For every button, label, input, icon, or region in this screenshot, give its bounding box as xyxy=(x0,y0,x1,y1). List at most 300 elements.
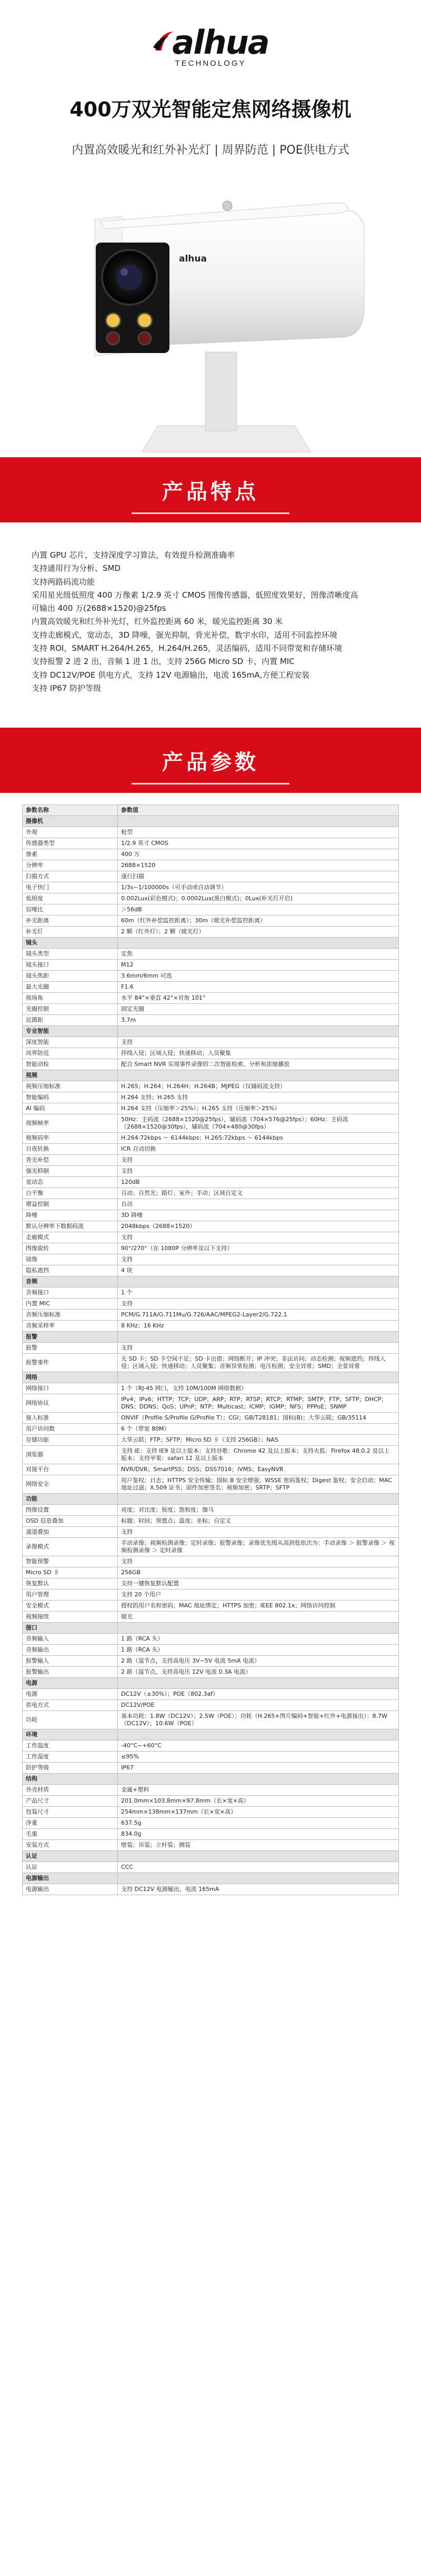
spec-value: ≤95% xyxy=(118,1752,399,1763)
spec-value: DC12V（±30%）；POE（802.3af） xyxy=(118,1689,399,1700)
spec-value: 637.5g xyxy=(118,1818,399,1829)
spec-value: ＞56dB xyxy=(118,904,399,915)
spec-key: AI 编码 xyxy=(23,1103,118,1114)
spec-value: 支持 20 个用户 xyxy=(118,1589,399,1601)
spec-value: 授权的用户名和密码；MAC 地址绑定；HTTPS 加密；IEEE 802.1x；网络访问控制 xyxy=(118,1601,399,1612)
logo-tagline: TECHNOLOGY xyxy=(175,59,246,68)
spec-value: H.264 支持；H.265 支持 xyxy=(118,1092,399,1103)
spec-key: 日夜转换 xyxy=(23,1144,118,1155)
spec-section-row xyxy=(23,1494,399,1505)
spec-row xyxy=(23,1656,399,1667)
features-section-banner xyxy=(0,457,421,522)
spec-key: 功能 xyxy=(23,1494,118,1505)
spec-value xyxy=(118,1851,399,1862)
spec-value: 壁装；吊装；立杆装；侧装 xyxy=(118,1840,399,1851)
spec-value: 400 万 xyxy=(118,849,399,860)
spec-row xyxy=(23,1383,399,1394)
spec-row xyxy=(23,860,399,871)
spec-key: 音频输出 xyxy=(23,1645,118,1656)
spec-value: ONVIF（Profile S/Profile G/Profile T）；CGI；GB/T28181；国标(B)；大华云联；GB/35114 xyxy=(118,1413,399,1424)
spec-key: 通道叠加 xyxy=(23,1527,118,1538)
spec-key: 摄像机 xyxy=(23,816,118,827)
spec-row xyxy=(23,893,399,904)
spec-value: 2688×1520 xyxy=(118,860,399,871)
spec-row xyxy=(23,1446,399,1464)
spec-row xyxy=(23,1527,399,1538)
spec-key: 白平衡 xyxy=(23,1188,118,1199)
spec-key: 深度智能 xyxy=(23,1037,118,1048)
spec-row xyxy=(23,1700,399,1711)
spec-key: 用户访问数 xyxy=(23,1424,118,1435)
spec-value: 枪型 xyxy=(118,827,399,838)
feature-item: 采用星光级低照度 400 万像素 1/2.9 英寸 CMOS 图像传感器，低照度效果好，图像清晰度高 xyxy=(32,590,358,600)
spec-value: 支持 xyxy=(118,1166,399,1177)
spec-row xyxy=(23,982,399,993)
spec-row xyxy=(23,827,399,838)
spec-row xyxy=(23,1354,399,1372)
spec-section-row xyxy=(23,938,399,949)
spec-row xyxy=(23,1015,399,1026)
spec-key: 存储功能 xyxy=(23,1435,118,1446)
spec-row xyxy=(23,1475,399,1494)
spec-row xyxy=(23,1645,399,1656)
spec-value: 暖光 xyxy=(118,1612,399,1623)
spec-value xyxy=(118,816,399,827)
params-section-banner xyxy=(0,728,421,793)
spec-row xyxy=(23,1287,399,1299)
spec-value: 3.7m xyxy=(118,1015,399,1026)
feature-item: 支持 IP67 防护等级 xyxy=(32,683,102,693)
spec-value: 亮度；对比度；锐度；饱和度；伽马 xyxy=(118,1505,399,1516)
spec-key: 电源 xyxy=(23,1678,118,1689)
spec-value: ICR 自动切换 xyxy=(118,1144,399,1155)
spec-key: 镜头 xyxy=(23,938,118,949)
spec-value xyxy=(118,1774,399,1785)
spec-value: 3D 降噪 xyxy=(118,1210,399,1221)
spec-value: 支持 xyxy=(118,1299,399,1310)
spec-row xyxy=(23,1413,399,1424)
spec-key: 网络协议 xyxy=(23,1394,118,1413)
spec-key: 补光距离 xyxy=(23,915,118,927)
spec-table xyxy=(22,804,399,1895)
spec-row xyxy=(23,904,399,915)
feature-item: 支持 ROI，SMART H.264/H.265，H.264/H.265，灵活编码，适用不同带宽和存储环境 xyxy=(32,643,343,653)
spec-key: 网络安全 xyxy=(23,1475,118,1494)
spec-key: 音频输入 xyxy=(23,1634,118,1645)
spec-row xyxy=(23,1435,399,1446)
spec-key: 智能预警 xyxy=(23,1556,118,1567)
spec-row xyxy=(23,1103,399,1114)
spec-value: 1/2.9 英寸 CMOS xyxy=(118,838,399,849)
spec-row xyxy=(23,1221,399,1232)
spec-row xyxy=(23,1578,399,1589)
spec-key: 背光补偿 xyxy=(23,1155,118,1166)
spec-row xyxy=(23,1464,399,1475)
spec-section-row xyxy=(23,1678,399,1689)
spec-key: 镜像 xyxy=(23,1254,118,1265)
spec-row xyxy=(23,960,399,971)
spec-key: 认证 xyxy=(23,1862,118,1873)
spec-row xyxy=(23,1556,399,1567)
spec-value: 自动 xyxy=(118,1199,399,1210)
spec-key: 安装方式 xyxy=(23,1840,118,1851)
spec-row xyxy=(23,1243,399,1254)
spec-value: 2048kbps（2688×1520） xyxy=(118,1221,399,1232)
spec-key: 图像旋转 xyxy=(23,1243,118,1254)
spec-row xyxy=(23,1884,399,1895)
spec-row xyxy=(23,1612,399,1623)
spec-value: NVR/DVR；SmartPSS；DSS；DSS7016；iVMS；EasyNVR xyxy=(118,1464,399,1475)
spec-key: 报警 xyxy=(23,1332,118,1343)
spec-row xyxy=(23,1155,399,1166)
spec-row xyxy=(23,871,399,882)
feature-item: 内置 GPU 芯片，支持深度学习算法，有效提升检测准确率 xyxy=(32,550,235,560)
spec-key: 视频接续 xyxy=(23,1612,118,1623)
spec-value: -40°C~+60°C xyxy=(118,1740,399,1752)
spec-value: 大华云联；FTP；SFTP；Micro SD 卡（支持 256GB）；NAS xyxy=(118,1435,399,1446)
feature-item: 支持通用行为分析、SMD xyxy=(32,564,121,573)
logo-wordmark: alhua xyxy=(0,26,421,59)
spec-key: 净重 xyxy=(23,1818,118,1829)
spec-value xyxy=(118,1026,399,1037)
spec-key: 镜头类型 xyxy=(23,949,118,960)
spec-key: 网络 xyxy=(23,1372,118,1383)
spec-row xyxy=(23,1667,399,1678)
spec-key: 网络接口 xyxy=(23,1383,118,1394)
spec-row xyxy=(23,1299,399,1310)
spec-value xyxy=(118,1276,399,1287)
spec-section-row xyxy=(23,1372,399,1383)
spec-key: 内置 MIC xyxy=(23,1299,118,1310)
spec-value: 用户鉴权；日志；HTTPS 安全传输；国标 B 安全增强；WSSE 密码鉴权；Digest 鉴权；安全启动；MAC 地址过滤；X.509 证书；固件加密签名；视频加密；SRTP；SFTP xyxy=(118,1475,399,1494)
spec-row xyxy=(23,1310,399,1321)
feature-item: 可输出 400 万(2688×1520)@25fps xyxy=(32,603,166,613)
spec-key: 结构 xyxy=(23,1774,118,1785)
spec-value: 定焦 xyxy=(118,949,399,960)
spec-row xyxy=(23,1092,399,1103)
banner-underline xyxy=(0,783,421,784)
spec-value: 3.6mm/6mm 可选 xyxy=(118,971,399,982)
spec-key: 智能动检 xyxy=(23,1059,118,1070)
spec-key: 产品尺寸 xyxy=(23,1796,118,1807)
spec-key: 传感器类型 xyxy=(23,838,118,849)
spec-row xyxy=(23,1689,399,1700)
spec-row xyxy=(23,1796,399,1807)
spec-row xyxy=(23,993,399,1004)
spec-key: OSD 信息叠加 xyxy=(23,1516,118,1527)
spec-value: 120dB xyxy=(118,1177,399,1188)
spec-row xyxy=(23,1763,399,1774)
spec-key: 报警输入 xyxy=(23,1656,118,1667)
feature-item: 支持 DC12V/POE 供电方式，支持 12V 电源输出，电流 165mA,方便工程安装 xyxy=(32,670,310,680)
spec-key: 接口 xyxy=(23,1623,118,1634)
spec-value: 90°/270°（在 1080P 分辨率及以下支持） xyxy=(118,1243,399,1254)
spec-section-row xyxy=(23,1026,399,1037)
spec-value: 支持 xyxy=(118,1254,399,1265)
spec-key: 强光抑制 xyxy=(23,1166,118,1177)
spec-row xyxy=(23,1862,399,1873)
spec-value: 0.002Lux(彩色模式)；0.0002Lux(黑白模式)；0Lux(补光灯开启) xyxy=(118,893,399,904)
spec-row xyxy=(23,1321,399,1332)
spec-value: 2 颗（红外灯）；2 颗（暖光灯） xyxy=(118,927,399,938)
spec-value: M12 xyxy=(118,960,399,971)
spec-key: 报警输出 xyxy=(23,1667,118,1678)
spec-row xyxy=(23,1081,399,1092)
spec-value: 2 路（湿节点，支持高电压 12V 电流 0.3A 电流） xyxy=(118,1667,399,1678)
spec-key: 认证 xyxy=(23,1851,118,1862)
spec-key: 环境 xyxy=(23,1729,118,1740)
spec-value: 手动录像；视频检测录像；定时录像；报警录像；录像优先级从高到低依次为：手动录像 ＞ 报警录像 ＞ 视频检测录像 ＞ 定时录像 xyxy=(118,1538,399,1556)
banner-underline xyxy=(0,512,421,514)
spec-section-row xyxy=(23,1070,399,1081)
spec-key: 宽动态 xyxy=(23,1177,118,1188)
spec-row xyxy=(23,927,399,938)
spec-row xyxy=(23,915,399,927)
spec-value xyxy=(118,1070,399,1081)
spec-value: PCM/G.711A/G.711Mu/G.726/AAC/MPEG2-Layer2/G.722.1 xyxy=(118,1310,399,1321)
spec-key: 防护等级 xyxy=(23,1763,118,1774)
spec-key: 用户管理 xyxy=(23,1589,118,1601)
spec-section-row xyxy=(23,1774,399,1785)
spec-key: 毛重 xyxy=(23,1829,118,1840)
spec-row xyxy=(23,1785,399,1796)
spec-row xyxy=(23,1538,399,1556)
spec-value: H.264 支持（压缩率＞25%）；H.265 支持（压缩率＞25%） xyxy=(118,1103,399,1114)
spec-row xyxy=(23,882,399,893)
spec-row xyxy=(23,949,399,960)
spec-row xyxy=(23,1210,399,1221)
spec-header-cell: 参数名称 xyxy=(23,805,118,816)
spec-row xyxy=(23,1133,399,1144)
spec-row xyxy=(23,1166,399,1177)
spec-key: 音频接口 xyxy=(23,1287,118,1299)
spec-key: 默认分辨率下数据码流 xyxy=(23,1221,118,1232)
spec-key: 图像设置 xyxy=(23,1505,118,1516)
spec-value: 逐行扫描 xyxy=(118,871,399,882)
spec-row xyxy=(23,1634,399,1645)
spec-section-row xyxy=(23,1729,399,1740)
spec-key: 视频 xyxy=(23,1070,118,1081)
spec-row xyxy=(23,1144,399,1155)
spec-row xyxy=(23,1254,399,1265)
spec-value: 基本功耗：1.8W（DC12V）；2.5W（POE）；功耗（H.265+图片编码+智能+红外+电源接出）：8.7W（DC12V）；10.6W（POE） xyxy=(118,1711,399,1729)
spec-key: 安全模式 xyxy=(23,1601,118,1612)
spec-key: 电源 xyxy=(23,1689,118,1700)
spec-value: 1 个 xyxy=(118,1287,399,1299)
spec-key: 音频 xyxy=(23,1276,118,1287)
spec-key: 视频帧率 xyxy=(23,1114,118,1133)
spec-key: 报警事件 xyxy=(23,1354,118,1372)
spec-value: 1/3s~1/100000s（可手动或自动调节） xyxy=(118,882,399,893)
spec-row xyxy=(23,1829,399,1840)
spec-row xyxy=(23,1711,399,1729)
spec-value: 1 路（RCA 头） xyxy=(118,1634,399,1645)
spec-row xyxy=(23,971,399,982)
spec-row xyxy=(23,1059,399,1070)
spec-key: 增益控制 xyxy=(23,1199,118,1210)
spec-row xyxy=(23,1840,399,1851)
spec-row xyxy=(23,1188,399,1199)
spec-section-row xyxy=(23,1851,399,1862)
spec-key: 隐私遮挡 xyxy=(23,1265,118,1276)
spec-key: 视场角 xyxy=(23,993,118,1004)
spec-key: 扫描方式 xyxy=(23,871,118,882)
spec-value: 无 SD 卡；SD 卡空间不足；SD 卡出错；网络断开；IP 冲突；非法访问；动态检测；视频遮挡；拌线入侵；区域入侵；快速移动；人员聚集；音频异常检测；电压检测；安全异常；SMD；全景异常 xyxy=(118,1354,399,1372)
spec-key: 补光灯 xyxy=(23,927,118,938)
spec-value: IPv4；IPv6；HTTP；TCP；UDP；ARP；RTP；RTSP；RTCP；RTMP；SMTP；FTP；SFTP；DHCP；DNS；DDNS；QoS；UPnP；NTP；Multicast；ICMP；IGMP；NFS；PPPoE；SNMP xyxy=(118,1394,399,1413)
spec-key: 走廊模式 xyxy=(23,1232,118,1243)
spec-value: 拌线入侵；区域入侵；快速移动；人员聚集 xyxy=(118,1048,399,1059)
spec-key: 恢复默认 xyxy=(23,1578,118,1589)
spec-value: 自动；自然光；路灯；室外；手动；区域自定义 xyxy=(118,1188,399,1199)
brand-logo xyxy=(0,0,421,68)
spec-value: H.265；H.264；H.264H；H.264B；MJPEG（仅辅码流支持） xyxy=(118,1081,399,1092)
spec-section-row xyxy=(23,816,399,827)
feature-item: 支持两路码流功能 xyxy=(32,577,95,587)
features-list xyxy=(0,522,421,728)
spec-value: 60m（红外补偿监控距离）；30m（暖光补偿监控距离） xyxy=(118,915,399,927)
spec-key: 镜头接口 xyxy=(23,960,118,971)
spec-key: 录像模式 xyxy=(23,1538,118,1556)
spec-value: 201.0mm×103.8mm×97.8mm（长×宽×高） xyxy=(118,1796,399,1807)
spec-key: 音频采样率 xyxy=(23,1321,118,1332)
spec-row xyxy=(23,1807,399,1818)
spec-value: 支持 xyxy=(118,1527,399,1538)
spec-key: 浏览器 xyxy=(23,1446,118,1464)
spec-row xyxy=(23,1752,399,1763)
bullet-camera-illustration xyxy=(0,178,421,457)
spec-key: 工作温度 xyxy=(23,1740,118,1752)
spec-value: 4 块 xyxy=(118,1265,399,1276)
spec-key: 音频压缩标准 xyxy=(23,1310,118,1321)
spec-row xyxy=(23,1740,399,1752)
spec-section-row xyxy=(23,1332,399,1343)
spec-value xyxy=(118,938,399,949)
spec-value: 支持 xyxy=(118,1343,399,1354)
spec-row xyxy=(23,1505,399,1516)
spec-value: 支持 DC12V 电源输出，电流 165mA xyxy=(118,1884,399,1895)
spec-value: 标题；时间；预置点；温度；坐标；自定义 xyxy=(118,1516,399,1527)
spec-row xyxy=(23,1199,399,1210)
spec-key: 智能编码 xyxy=(23,1092,118,1103)
spec-key: 电源输出 xyxy=(23,1873,118,1884)
spec-value xyxy=(118,1494,399,1505)
spec-key: 外壳材质 xyxy=(23,1785,118,1796)
spec-value: 834.0g xyxy=(118,1829,399,1840)
camera-brand-label: alhua xyxy=(179,254,207,264)
spec-key: 光圈控制 xyxy=(23,1004,118,1015)
spec-section-row xyxy=(23,1276,399,1287)
spec-key: 镜头焦距 xyxy=(23,971,118,982)
spec-row xyxy=(23,1048,399,1059)
spec-row xyxy=(23,1818,399,1829)
spec-section-row xyxy=(23,1623,399,1634)
spec-value xyxy=(118,1729,399,1740)
spec-value: 1 个（RJ-45 网口，支持 10M/100M 网络数据） xyxy=(118,1383,399,1394)
spec-key: 电子快门 xyxy=(23,882,118,893)
spec-value: H.264:72kbps ～ 6144kbps；H.265:72kbps ～ 6144kbps xyxy=(118,1133,399,1144)
spec-value xyxy=(118,1623,399,1634)
product-title: 400万双光智能定焦网络摄像机 xyxy=(69,98,352,121)
spec-key: 功耗 xyxy=(23,1711,118,1729)
spec-value: 支持 IE：支持 IE9 及以上版本；支持谷歌：Chrome 42 及以上版本；支持火狐：Firefox 48.0.2 及以上版本；支持苹果：safari 12 及以上版本 xyxy=(118,1446,399,1464)
spec-value: 6 个（带宽 80M） xyxy=(118,1424,399,1435)
spec-value: CCC xyxy=(118,1862,399,1873)
spec-value: 配合 Smart NVR 实现事件录像的二次智能检索、分析和浓缩播放 xyxy=(118,1059,399,1070)
spec-row xyxy=(23,1589,399,1601)
spec-key: 降噪 xyxy=(23,1210,118,1221)
features-section-title: 产品特点 xyxy=(162,479,259,504)
spec-key: 像素 xyxy=(23,849,118,860)
spec-value xyxy=(118,1873,399,1884)
spec-value: 50Hz：主码流（2688×1520@25fps），辅码流（704×576@25fps）；60Hz：主码流（2688×1520@30fps），辅码流（704×480@30fps） xyxy=(118,1114,399,1133)
spec-value: 水平 84°×垂直 42°×对角 101° xyxy=(118,993,399,1004)
spec-value: 1 路（RCA 头） xyxy=(118,1645,399,1656)
spec-key: 接入标准 xyxy=(23,1413,118,1424)
product-subtitle: 内置高效暖光和红外补光灯 | 周界防范 | POE供电方式 xyxy=(72,144,349,157)
spec-value: 8 KHz；16 KHz xyxy=(118,1321,399,1332)
spec-key: 工作湿度 xyxy=(23,1752,118,1763)
spec-row xyxy=(23,1516,399,1527)
spec-key: 专业智能 xyxy=(23,1026,118,1037)
spec-key: 报警 xyxy=(23,1343,118,1354)
spec-value: 支持 xyxy=(118,1037,399,1048)
spec-key: 近摄距 xyxy=(23,1015,118,1026)
spec-header-row xyxy=(23,805,399,816)
spec-row xyxy=(23,1037,399,1048)
spec-key: 信噪比 xyxy=(23,904,118,915)
params-section-title: 产品参数 xyxy=(162,750,259,774)
spec-header-cell: 参数值 xyxy=(118,805,399,816)
spec-key: 分辨率 xyxy=(23,860,118,871)
spec-row xyxy=(23,1424,399,1435)
spec-row xyxy=(23,1265,399,1276)
spec-row xyxy=(23,1567,399,1578)
spec-key: Micro SD 卡 xyxy=(23,1567,118,1578)
spec-value: IP67 xyxy=(118,1763,399,1774)
spec-row xyxy=(23,1394,399,1413)
spec-key: 外观 xyxy=(23,827,118,838)
feature-item: 支持报警 2 进 2 出，音频 1 进 1 出，支持 256G Micro SD 卡，内置 MIC xyxy=(32,657,295,667)
spec-row xyxy=(23,1114,399,1133)
spec-key: 低照度 xyxy=(23,893,118,904)
feature-item: 内置高效暖光和红外补光灯，红外监控距离 60 米，暖光监控距离 30 米 xyxy=(32,617,283,627)
spec-row xyxy=(23,1004,399,1015)
spec-value: 固定光圈 xyxy=(118,1004,399,1015)
spec-row xyxy=(23,1343,399,1354)
spec-row xyxy=(23,838,399,849)
spec-row xyxy=(23,1232,399,1243)
spec-value: F1.6 xyxy=(118,982,399,993)
spec-key: 视频压缩标准 xyxy=(23,1081,118,1092)
spec-value xyxy=(118,1332,399,1343)
spec-value: 支持一键恢复默认配置 xyxy=(118,1578,399,1589)
spec-key: 电源输出 xyxy=(23,1884,118,1895)
spec-row xyxy=(23,849,399,860)
spec-row xyxy=(23,1601,399,1612)
spec-value: 2 路（湿节点，支持高电压 3V~5V 电流 5mA 电流） xyxy=(118,1656,399,1667)
spec-row xyxy=(23,1177,399,1188)
spec-value: 金属+塑料 xyxy=(118,1785,399,1796)
spec-key: 对接平台 xyxy=(23,1464,118,1475)
spec-value: 254mm×138mm×137mm（长×宽×高） xyxy=(118,1807,399,1818)
spec-key: 视频码率 xyxy=(23,1133,118,1144)
spec-key: 周界防范 xyxy=(23,1048,118,1059)
spec-key: 包装尺寸 xyxy=(23,1807,118,1818)
spec-value xyxy=(118,1678,399,1689)
spec-key: 最大光圈 xyxy=(23,982,118,993)
feature-item: 支持走廊模式，宽动态，3D 降噪，强光抑制，背光补偿，数字水印，适用不同监控环境 xyxy=(32,630,337,640)
